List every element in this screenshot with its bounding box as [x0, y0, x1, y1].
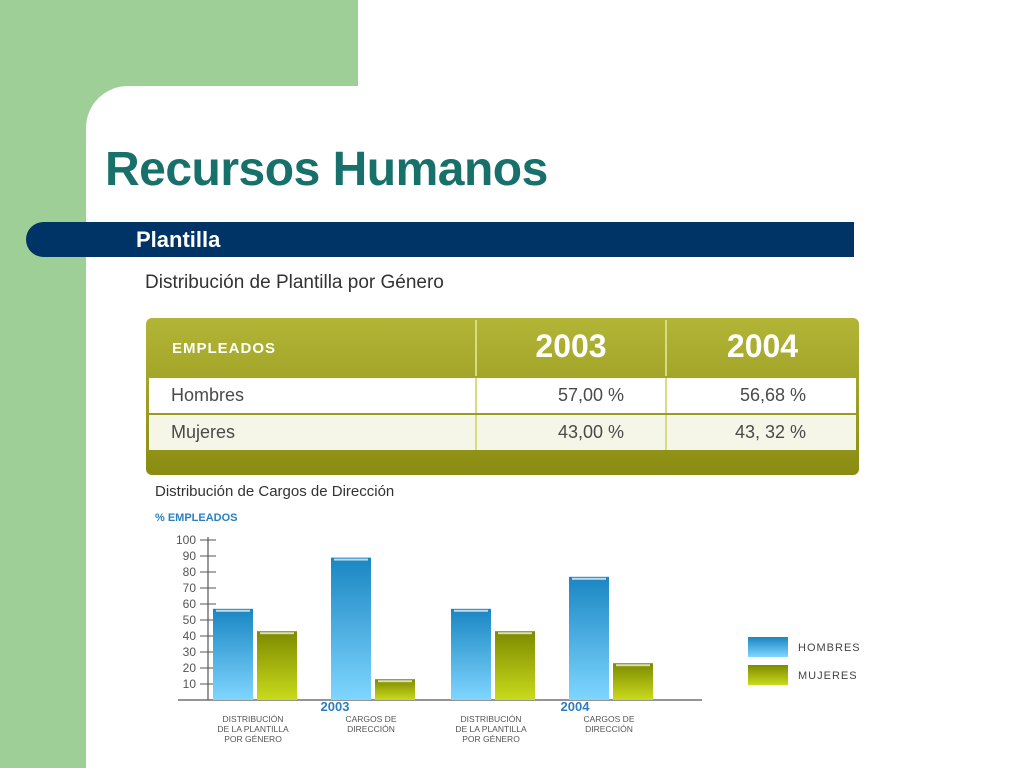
- bar-highlight: [498, 632, 532, 634]
- group-label-2004: 2004: [560, 699, 590, 714]
- row-value-2003: 43,00 %: [557, 422, 624, 442]
- category-label: DISTRIBUCIÓN: [222, 714, 284, 724]
- bar-highlight: [454, 610, 488, 612]
- bar-highlight: [572, 578, 606, 580]
- legend-swatch-hombres: [748, 637, 788, 657]
- y-tick-label: 10: [182, 677, 196, 691]
- legend-label: HOMBRES: [798, 642, 861, 654]
- management-distribution-chart: [150, 505, 890, 750]
- category-label: DE LA PLANTILLA: [217, 724, 289, 734]
- y-axis-label: % EMPLEADOS: [155, 512, 238, 524]
- table-row-hombres: [149, 378, 856, 413]
- y-tick-label: 30: [182, 645, 196, 659]
- bar-mujeres: [613, 663, 653, 700]
- bar-highlight: [216, 610, 250, 612]
- bar-hombres: [331, 558, 371, 700]
- row-label: Mujeres: [171, 422, 236, 442]
- row-value-2004: 43, 32 %: [734, 422, 806, 442]
- bar-hombres: [213, 609, 253, 700]
- chart-bars: [213, 558, 653, 700]
- chart-title: Distribución de Cargos de Dirección: [155, 483, 395, 500]
- legend-label: MUJERES: [798, 670, 858, 682]
- bar-hombres: [569, 577, 609, 700]
- table-header-empleados: [146, 318, 476, 378]
- table-row-mujeres: [149, 415, 856, 450]
- bar-mujeres: [495, 631, 535, 700]
- y-tick-label: 60: [182, 597, 196, 611]
- y-tick-label: 90: [182, 549, 196, 563]
- legend-swatch-mujeres: [748, 665, 788, 685]
- table-header-2003: [476, 318, 666, 378]
- bar-highlight: [616, 664, 650, 666]
- subtitle-text: Plantilla: [136, 227, 221, 252]
- table-header-2004: [666, 318, 859, 378]
- bar-highlight: [260, 632, 294, 634]
- chart-svg: [150, 505, 890, 750]
- category-labels: [217, 699, 635, 744]
- row-value-2003: 57,00 %: [557, 385, 624, 405]
- y-tick-label: 70: [182, 581, 196, 595]
- bar-hombres: [451, 609, 491, 700]
- bar-highlight: [378, 680, 412, 682]
- header-divider: [665, 320, 667, 376]
- category-label: POR GÉNERO: [224, 734, 282, 744]
- header-year: 2004: [726, 328, 799, 364]
- y-tick-label: 20: [182, 661, 196, 675]
- y-tick-label: 80: [182, 565, 196, 579]
- y-tick-label: 100: [175, 533, 196, 547]
- category-label: CARGOS DE: [345, 714, 397, 724]
- subtitle-bar: [26, 222, 854, 257]
- table-title: Distribución de Plantilla por Género: [145, 272, 444, 293]
- slide-title: Recursos Humanos: [105, 143, 548, 196]
- y-tick-label: 50: [182, 613, 196, 627]
- chart-legend: [748, 637, 861, 685]
- group-label-2003: 2003: [320, 699, 350, 714]
- y-tick-label: 40: [182, 629, 196, 643]
- header-year: 2003: [535, 328, 607, 364]
- row-label: Hombres: [171, 385, 245, 405]
- category-label: DISTRIBUCIÓN: [460, 714, 522, 724]
- category-label: DE LA PLANTILLA: [455, 724, 527, 734]
- category-label: POR GÉNERO: [462, 734, 520, 744]
- header-label: EMPLEADOS: [172, 340, 277, 357]
- category-label: DIRECCIÓN: [347, 724, 395, 734]
- gender-distribution-table: [146, 318, 859, 475]
- bar-mujeres: [375, 679, 415, 700]
- row-value-2004: 56,68 %: [739, 385, 806, 405]
- header-divider: [475, 320, 477, 376]
- bar-highlight: [334, 559, 368, 561]
- category-label: DIRECCIÓN: [585, 724, 633, 734]
- bar-mujeres: [257, 631, 297, 700]
- category-label: CARGOS DE: [583, 714, 635, 724]
